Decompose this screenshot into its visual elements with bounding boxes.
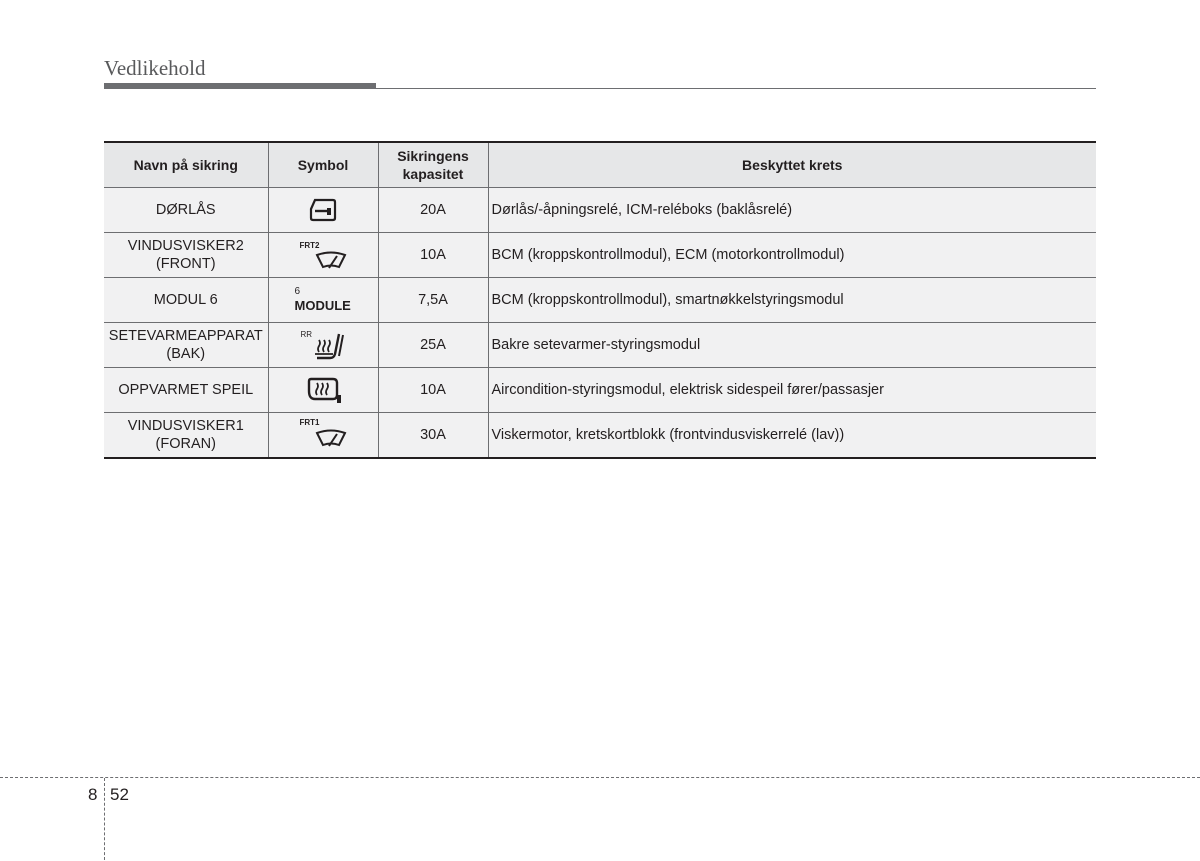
wiper-icon xyxy=(315,429,347,449)
fuse-capacity: 30A xyxy=(378,413,488,459)
fuse-name-line: SETEVARMEAPPARAT xyxy=(108,328,263,344)
fuse-circuit: BCM (kroppskontrollmodul), smartnøkkelstyringsmodul xyxy=(488,278,1096,323)
symbol-number: 6 xyxy=(294,286,301,297)
fuse-name-line: OPPVARMET SPEIL xyxy=(118,382,254,398)
symbol-label: RR xyxy=(300,330,313,339)
fuse-symbol xyxy=(268,368,378,413)
fuse-symbol xyxy=(268,233,378,278)
fuse-name-line: (FRONT) xyxy=(155,256,216,272)
table-row xyxy=(104,233,1096,278)
fuse-name xyxy=(104,233,268,278)
fuse-capacity: 20A xyxy=(378,188,488,233)
fuse-circuit: Aircondition-styringsmodul, elektrisk sidespeil fører/passasjer xyxy=(488,368,1096,413)
table-header-row xyxy=(104,142,1096,188)
fuse-circuit: BCM (kroppskontrollmodul), ECM (motorkontrollmodul) xyxy=(488,233,1096,278)
heated-mirror-icon xyxy=(307,377,343,405)
fuse-name-line: VINDUSVISKER2 xyxy=(127,238,244,254)
fuse-name-line: VINDUSVISKER1 xyxy=(127,418,244,434)
fuse-name xyxy=(104,413,268,459)
fuse-capacity: 25A xyxy=(378,323,488,368)
page-number: 52 xyxy=(110,785,129,804)
symbol-label: FRT1 xyxy=(299,418,320,427)
fuse-symbol xyxy=(268,278,378,323)
fuse-name xyxy=(104,368,268,413)
header-capacity xyxy=(378,142,488,188)
chapter-number: 8 xyxy=(88,785,98,804)
fuse-name-line: MODUL 6 xyxy=(153,292,218,308)
symbol-label: FRT2 xyxy=(299,241,320,250)
fuse-capacity: 7,5A xyxy=(378,278,488,323)
header-capacity-line1: Sikringens xyxy=(397,148,469,164)
fuse-name-line: (BAK) xyxy=(166,346,206,362)
fuse-name-line: DØRLÅS xyxy=(155,202,216,218)
fuse-circuit: Dørlås/-åpningsrelé, ICM-reléboks (baklåsrelé) xyxy=(488,188,1096,233)
door-lock-icon xyxy=(309,198,337,222)
footer-divider xyxy=(0,777,1200,778)
fuse-name xyxy=(104,278,268,323)
fuse-name xyxy=(104,323,268,368)
wiper-icon xyxy=(315,251,347,271)
table-row xyxy=(104,278,1096,323)
header-rule-thin xyxy=(376,88,1096,89)
header-capacity-line2: kapasitet xyxy=(402,166,464,182)
symbol-label: MODULE xyxy=(294,298,351,313)
header-circuit: Beskyttet krets xyxy=(488,142,1096,188)
header-symbol: Symbol xyxy=(268,142,378,188)
table-row xyxy=(104,323,1096,368)
fuse-capacity: 10A xyxy=(378,233,488,278)
fuse-symbol xyxy=(268,188,378,233)
table-row xyxy=(104,413,1096,459)
fuse-circuit: Viskermotor, kretskortblokk (frontvindusviskerrelé (lav)) xyxy=(488,413,1096,459)
fuse-circuit: Bakre setevarmer-styringsmodul xyxy=(488,323,1096,368)
header-name: Navn på sikring xyxy=(104,142,268,188)
footer-vertical-divider xyxy=(104,778,105,860)
seat-heater-icon xyxy=(313,332,345,360)
section-title: Vedlikehold xyxy=(104,56,206,80)
fuse-symbol xyxy=(268,323,378,368)
header-rule-thick xyxy=(104,83,376,89)
fuse-name-line: (FORAN) xyxy=(155,436,216,452)
fuse-capacity: 10A xyxy=(378,368,488,413)
table-row xyxy=(104,188,1096,233)
fuse-table xyxy=(104,141,1096,459)
fuse-symbol xyxy=(268,413,378,459)
table-row xyxy=(104,368,1096,413)
fuse-name xyxy=(104,188,268,233)
